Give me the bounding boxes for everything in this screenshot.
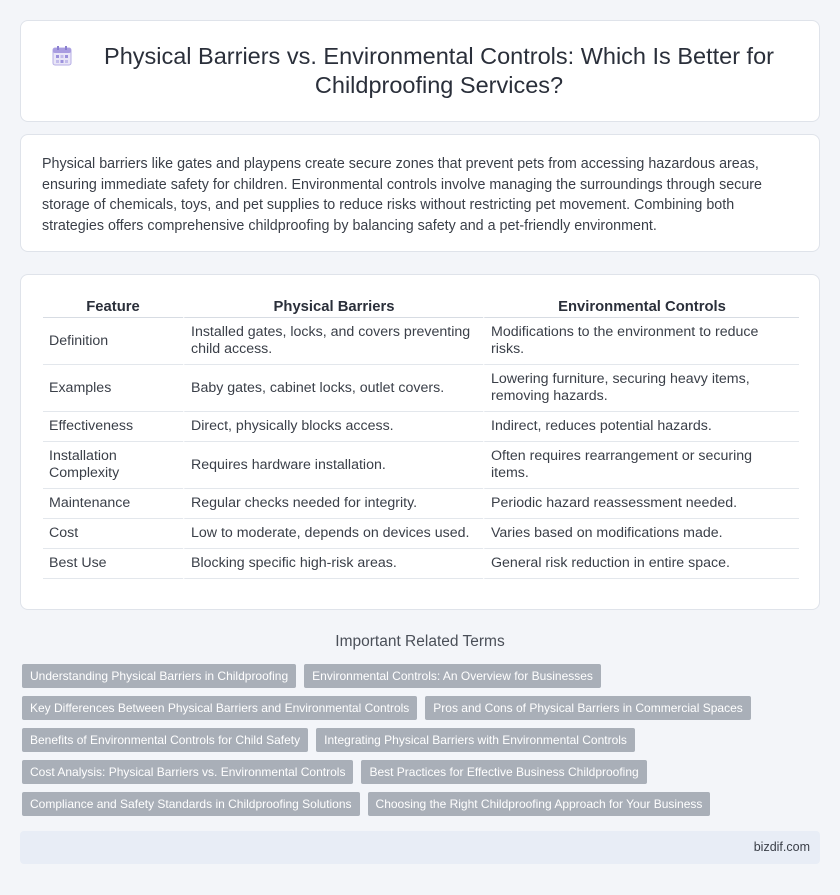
- feature-cell: Effectiveness: [43, 412, 183, 442]
- calendar-icon: [51, 45, 73, 67]
- physical-cell: Low to moderate, depends on devices used.: [183, 519, 483, 549]
- environmental-cell: Often requires rearrangement or securing items.: [483, 442, 799, 489]
- footer: [20, 831, 820, 864]
- physical-cell: Direct, physically blocks access.: [183, 412, 483, 442]
- related-term-tag[interactable]: Best Practices for Effective Business Childproofing: [361, 760, 646, 784]
- physical-cell: Installed gates, locks, and covers preventing child access.: [183, 318, 483, 365]
- environmental-cell: Lowering furniture, securing heavy items, removing hazards.: [483, 365, 799, 412]
- page-title: Physical Barriers vs. Environmental Controls: Which Is Better for Childproofing Services?: [104, 43, 774, 98]
- table-row: [43, 318, 799, 365]
- related-term-tag[interactable]: Cost Analysis: Physical Barriers vs. Environmental Controls: [22, 760, 353, 784]
- physical-cell: Requires hardware installation.: [183, 442, 483, 489]
- table-row: [43, 412, 799, 442]
- table-header-row: [43, 297, 799, 318]
- feature-cell: Maintenance: [43, 489, 183, 519]
- feature-cell: Best Use: [43, 549, 183, 579]
- table-row: [43, 442, 799, 489]
- related-term-tag[interactable]: Integrating Physical Barriers with Environmental Controls: [316, 728, 635, 752]
- table-row: [43, 519, 799, 549]
- physical-cell: Regular checks needed for integrity.: [183, 489, 483, 519]
- physical-cell: Baby gates, cabinet locks, outlet covers.: [183, 365, 483, 412]
- feature-cell: Cost: [43, 519, 183, 549]
- environmental-cell: Varies based on modifications made.: [483, 519, 799, 549]
- related-terms-heading: Important Related Terms: [335, 633, 505, 650]
- related-term-tag[interactable]: Understanding Physical Barriers in Childproofing: [22, 664, 296, 688]
- physical-cell: Blocking specific high-risk areas.: [183, 549, 483, 579]
- header-feature: Feature: [43, 297, 183, 318]
- header-environmental-controls: Environmental Controls: [483, 297, 799, 318]
- header-physical-barriers: Physical Barriers: [183, 297, 483, 318]
- feature-cell: Definition: [43, 318, 183, 365]
- table-row: [43, 489, 799, 519]
- intro-paragraph: Physical barriers like gates and playpens create secure zones that prevent pets from accessing hazardous areas, ensuring immediate safety for children. Environmental controls involve managing the surroundings through secure storage of chemicals, toys, and pet supplies to reduce risks without restricting pet movement. Combining both strategies offers comprehensive childproofing by balancing safety and a pet-friendly environment.: [42, 156, 762, 234]
- feature-cell: Examples: [43, 365, 183, 412]
- related-term-tag[interactable]: Benefits of Environmental Controls for Child Safety: [22, 728, 308, 752]
- intro-card: [20, 134, 820, 252]
- comparison-table: [43, 297, 799, 579]
- environmental-cell: Indirect, reduces potential hazards.: [483, 412, 799, 442]
- table-row: [43, 549, 799, 579]
- environmental-cell: Modifications to the environment to reduce risks.: [483, 318, 799, 365]
- related-terms-list: [22, 664, 782, 824]
- related-term-tag[interactable]: Environmental Controls: An Overview for Businesses: [304, 664, 601, 688]
- feature-cell: Installation Complexity: [43, 442, 183, 489]
- related-term-tag[interactable]: Key Differences Between Physical Barriers and Environmental Controls: [22, 696, 417, 720]
- related-term-tag[interactable]: Choosing the Right Childproofing Approach for Your Business: [368, 792, 711, 816]
- related-term-tag[interactable]: Pros and Cons of Physical Barriers in Commercial Spaces: [425, 696, 750, 720]
- table-row: [43, 365, 799, 412]
- footer-site-link[interactable]: bizdif.com: [753, 840, 810, 854]
- environmental-cell: General risk reduction in entire space.: [483, 549, 799, 579]
- related-term-tag[interactable]: Compliance and Safety Standards in Childproofing Solutions: [22, 792, 360, 816]
- title-card: [20, 20, 820, 122]
- comparison-table-card: [20, 274, 820, 610]
- environmental-cell: Periodic hazard reassessment needed.: [483, 489, 799, 519]
